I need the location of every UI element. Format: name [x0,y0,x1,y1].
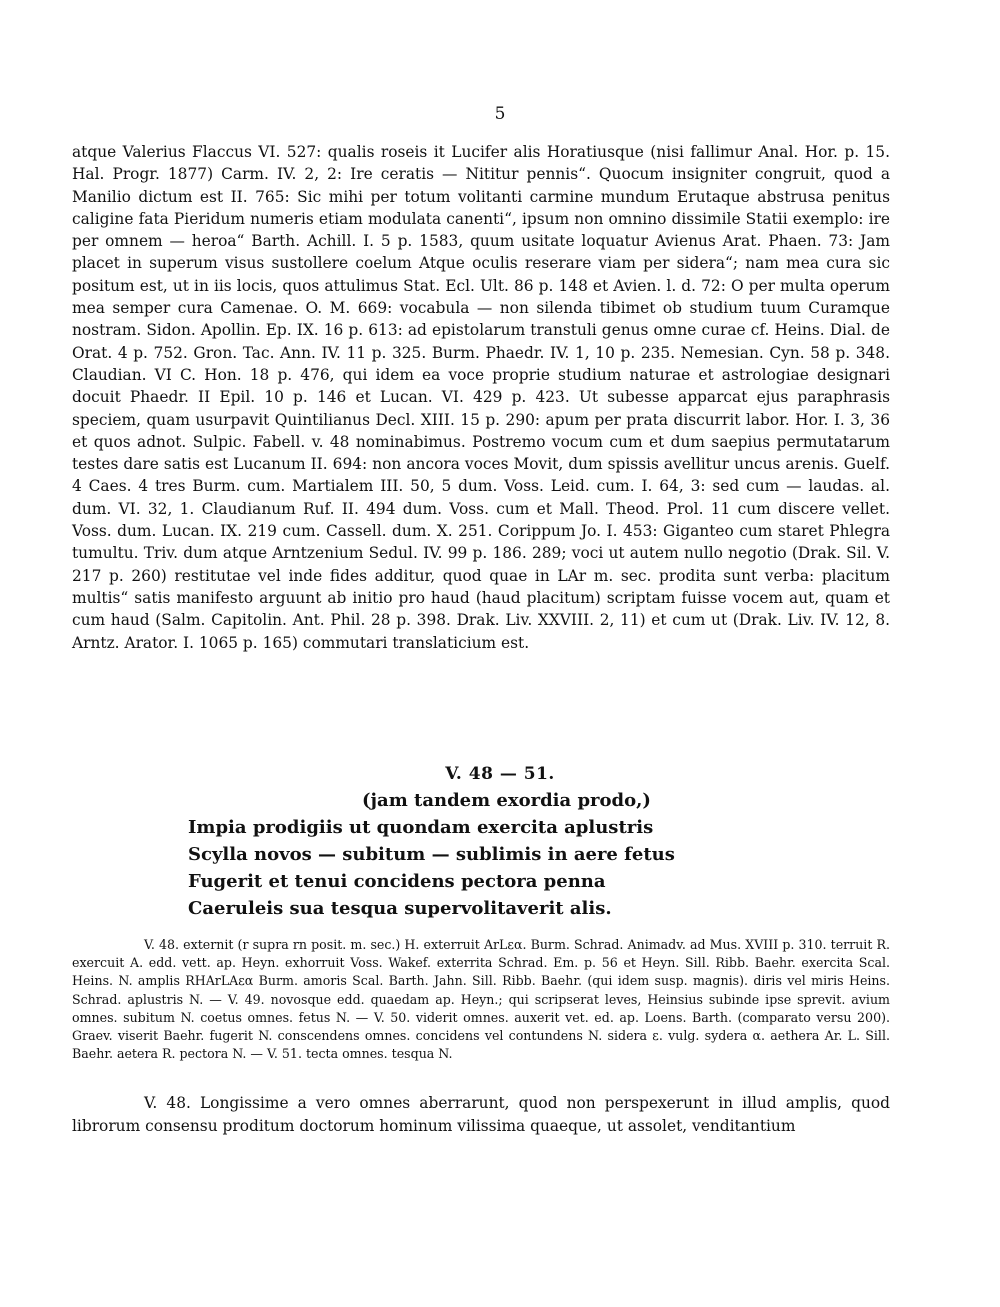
apparatus-text: V. 48. externit (r supra rn posit. m. sec.) H. exterruit ArLεα. Burm. Schrad. Animadv. ad Mus. XVIII p. 310. terruit R. exercuit A. edd. vett. ap. Heyn. exhorruit Voss. Wakef. exterrita Schrad. Em. p. 56 et Heyn. Sill. Ribb. Baehr. exercita Scal. Heins. N. amplis RHArLAεα Burm. amoris Scal. Barth. Jahn. Sill. Ribb. Baehr. (qui idem susp. magnis). diris vel miris Heins. Schrad. aplustris N. — V. 49. novosque edd. quaedam ap. Heyn.; qui scripserat leves, Heinsius subinde ipse sprevit. avium omnes. subitum N. coetus omnes. fetus N. — V. 50. viderit omnes. auxerit vet. ed. ap. Loens. Barth. (comparato versu 200). Graev. viserit Baehr. fugerit N. conscendens omnes. concidens vel contundens N. sidera ε. vulg. sydera α. aethera Ar. L. Sill. Baehr. aetera R. pectora N. — V. 51. tecta omnes. tesqua N. [72,937,890,1062]
verse-line: Caeruleis sua tesqua supervolitaverit alis. [188,898,612,919]
verse-line: Fugerit et tenui concidens pectora penna [188,871,606,892]
critical-apparatus [72,936,890,1063]
verse-line: Impia prodigiis ut quondam exercita aplustris [188,817,654,838]
commentary-paragraph: atque Valerius Flaccus VI. 527: qualis roseis it Lucifer alis Horatiusque (nisi fallimur Anal. Hor. p. 15. Hal. Progr. 1877) Carm. IV. 2, 2: Ire ceratis — Nititur pennis“. Quocum insigniter congruit, quod a Manilio dictum est II. 765: Sic mihi per totum volitanti carmine mundum Erutaque abstrusa penitus caligine fata Pieridum numeris etiam modulata canenti“, ipsum non omnino dissimile Statii exemplo: ire per omnem — heroa“ Barth. Achill. I. 5 p. 1583, quum usitate loquatur Avienus Arat. Phaen. 73: Jam placet in superum visus sustollere coelum Atque oculis reserare viam per sidera“; nam mea cura sic positum est, ut in iis locis, quos attulimus Stat. Ecl. Ult. 86 p. 148 et Avien. l. d. 72: O per multa operum mea semper cura Camenae. O. M. 669: vocabula — non silenda tibimet ob studium tuum Curamque nostram. Sidon. Apollin. Ep. IX. 16 p. 613: ad epistolarum transtuli genus omne curae cf. Heins. Dial. de Orat. 4 p. 752. Gron. Tac. Ann. IV. 11 p. 325. Burm. Phaedr. IV. 1, 10 p. 235. Nemesian. Cyn. 58 p. 348. Claudian. VI C. Hon. 18 p. 476, qui idem ea voce proprie studium naturae et astrologiae designari docuit Phaedr. II Epil. 10 p. 146 et Lucan. VI. 429 p. 423. Ut subesse apparcat ejus paraphrasis speciem, quam usurpavit Quintilianus Decl. XIII. 15 p. 290: apum per prata discurrit labor. Hor. I. 3, 36 et quos adnot. Sulpic. Fabell. v. 48 nominabimus. Postremo vocum cum et dum saepius permutatarum testes dare satis est Lucanum II. 694: non ancora voces Movit, dum spissis avellitur uncus arenis. Guelf. 4 Caes. 4 tres Burm. cum. Martialem III. 50, 5 dum. Voss. Leid. cum. I. 64, 3: sed cum — laudas. al. dum. VI. 32, 1. Claudianum Ruf. II. 494 dum. Voss. cum et Mall. Theod. Prol. 11 cum discere vellet. Voss. dum. Lucan. IX. 219 cum. Cassell. dum. X. 251. Corippum Jo. I. 453: Giganteo cum staret Phlegra tumultu. Triv. dum atque Arntzenium Sedul. IV. 99 p. 186. 289; voci ut autem nullo negotio (Drak. Sil. V. 217 p. 260) restitutae vel inde fides additur, quod quae in LAr m. sec. prodita sunt verba: placitum multis“ satis manifesto arguunt ab initio pro haud (haud placitum) scriptam fuisse vocem aut, quam et cum haud (Salm. Capitolin. Ant. Phil. 28 p. 398. Drak. Liv. XXVIII. 2, 11) et cum ut (Drak. Liv. IV. 12, 8. Arntz. Arator. I. 1065 p. 165) commutari translaticium est. [72,143,890,652]
verse-line: (jam tandem exordia prodo,) [362,790,651,811]
section-heading: V. 48 — 51. [445,764,555,784]
verse-line: Scylla novos — subitum — sublimis in aere fetus [188,844,675,865]
page-number: 5 [494,104,506,124]
final-note-paragraph: V. 48. Longissime a vero omnes aberrarunt, quod non perspexerunt in illud amplis, quod librorum consensu proditum doctorum hominum vilissima quaeque, ut assolet, venditantium [72,1094,890,1135]
